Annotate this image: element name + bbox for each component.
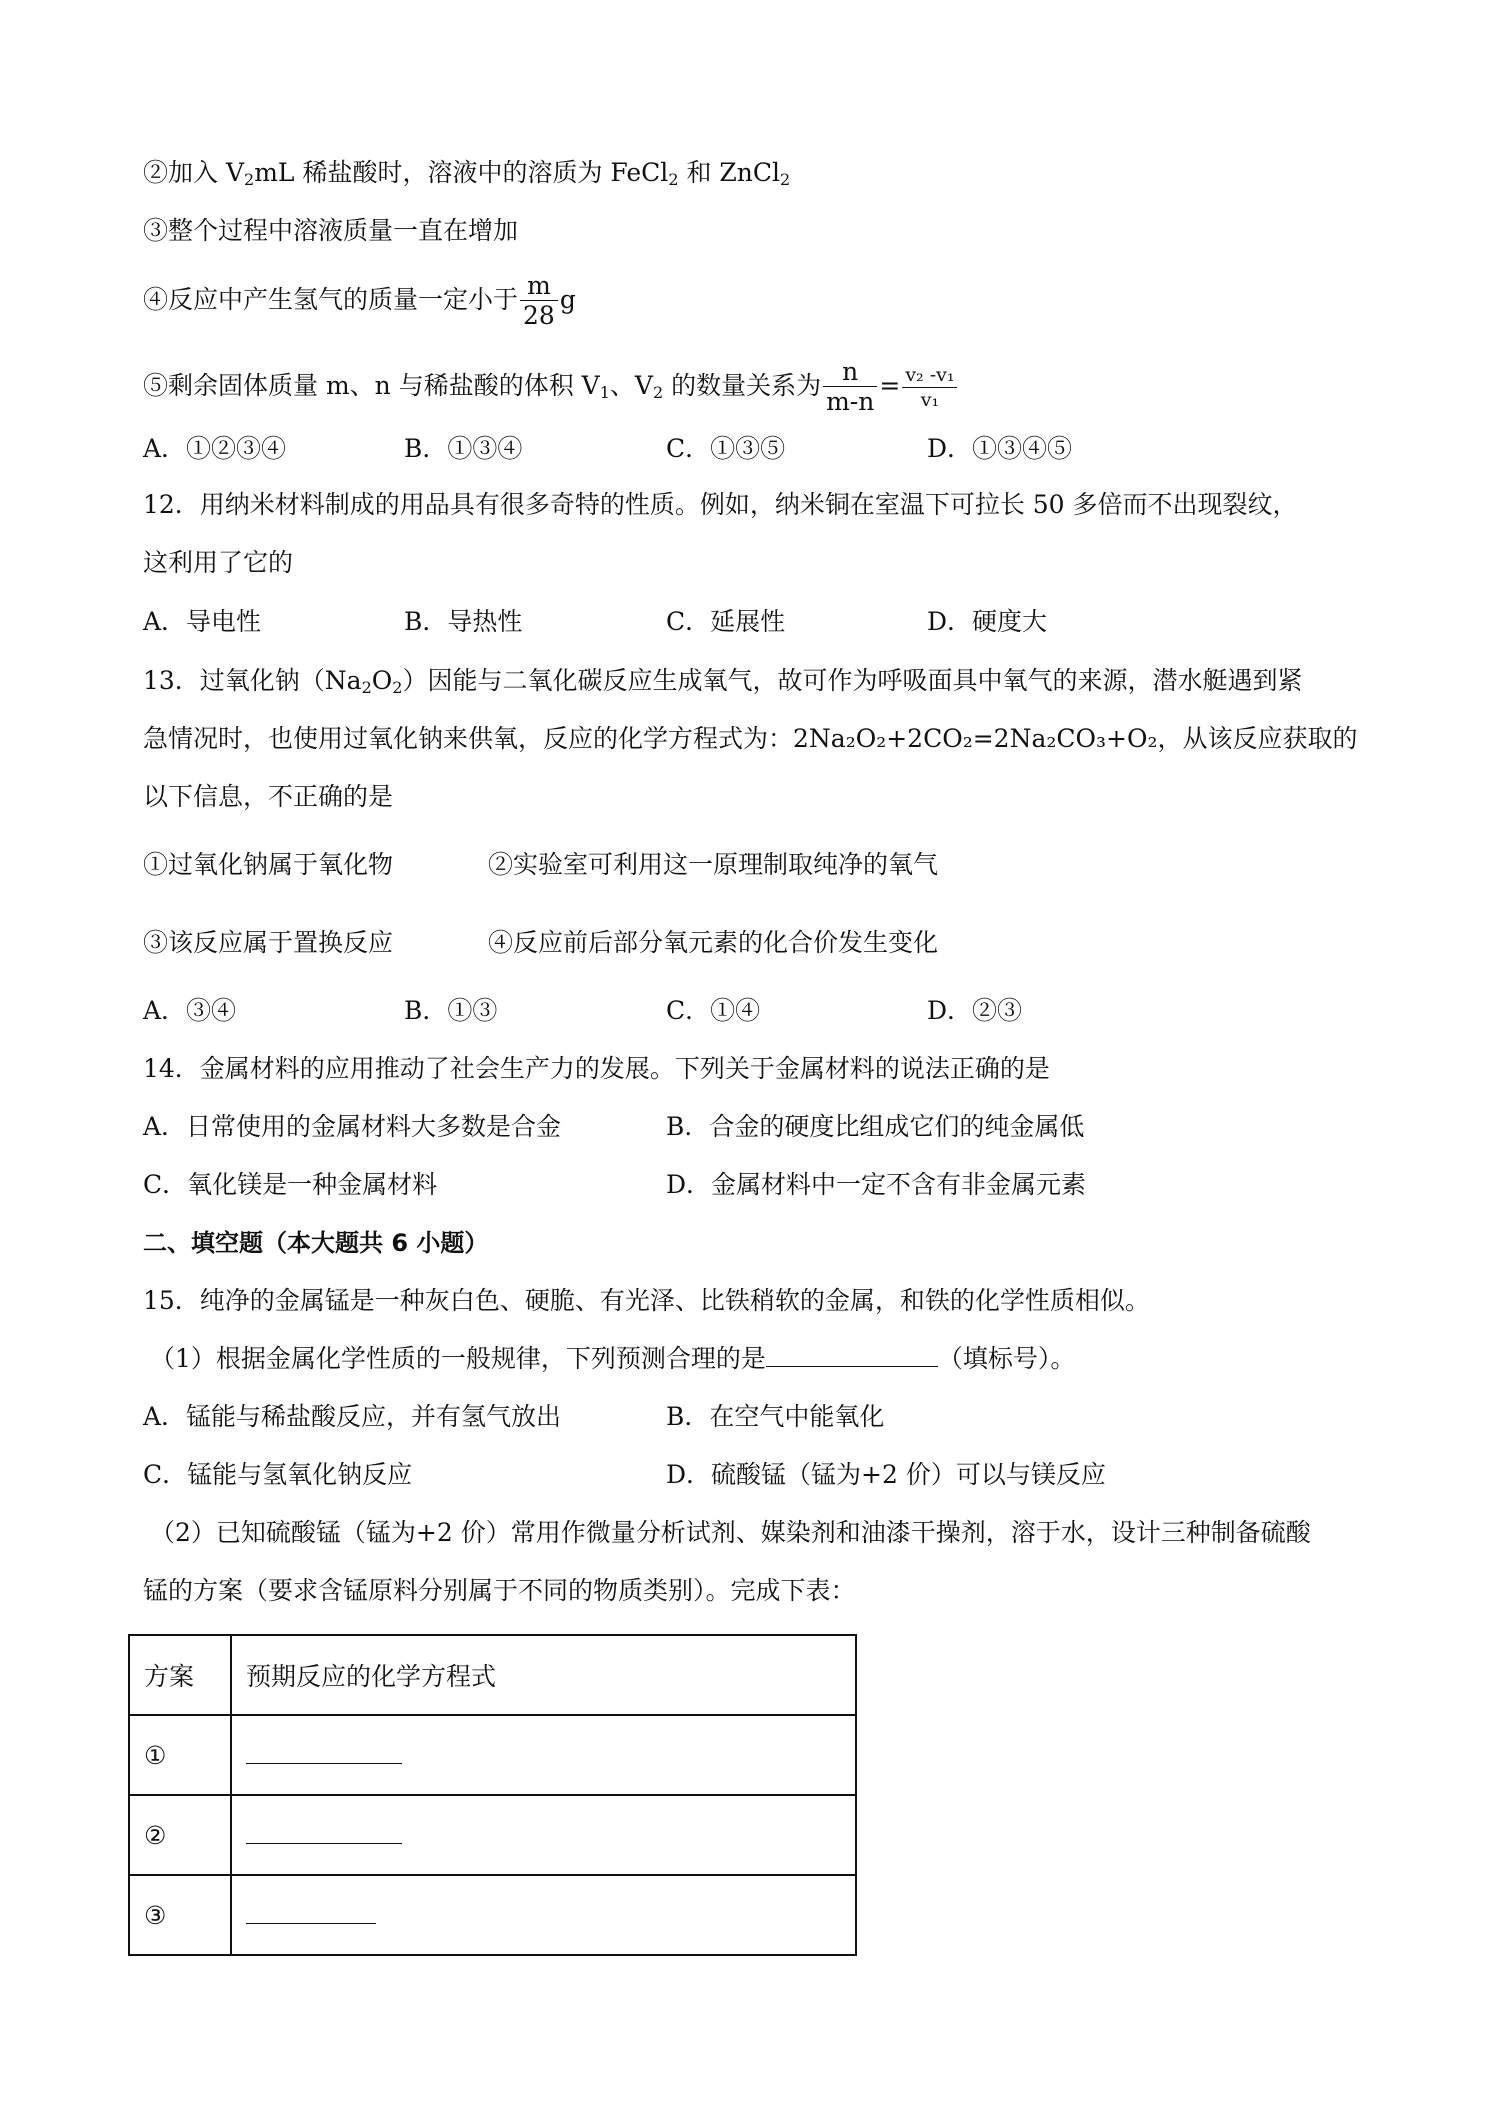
section-heading: 二、填空题（本大题共 6 小题）: [143, 1229, 489, 1257]
table-header-row: [129, 1635, 856, 1715]
q12-option-c: C．延展性: [666, 607, 786, 636]
plan-table: [128, 1634, 857, 1956]
q13-option-c: C．①④: [666, 996, 761, 1025]
row-label: ①: [129, 1715, 231, 1795]
q14-option-d: D．金属材料中一定不含有非金属元素: [666, 1170, 1087, 1199]
answer-blank[interactable]: [246, 1821, 402, 1844]
denominator: 28: [523, 301, 555, 330]
table-row: [129, 1715, 856, 1795]
q15-option-c: C．锰能与氢氧化钠反应: [143, 1460, 413, 1489]
q11-statement-5: [143, 358, 959, 417]
unit: g: [559, 285, 576, 314]
q15-option-b: B．在空气中能氧化: [666, 1402, 885, 1431]
text: （1）根据金属化学性质的一般规律，下列预测合理的是: [150, 1344, 766, 1373]
text: mL 稀盐酸时，溶液中的溶质为 FeCl: [254, 158, 669, 187]
q13-statement-3: ③该反应属于置换反应: [143, 928, 394, 957]
fraction: [823, 358, 877, 417]
q11-statement-4: [143, 272, 576, 331]
subscript: 2: [652, 383, 664, 402]
q15-option-a: A．锰能与稀盐酸反应，并有氢气放出: [143, 1402, 562, 1431]
q13-statement-2: ②实验室可利用这一原理制取纯净的氧气: [488, 850, 939, 879]
text: ）因能与二氧化碳反应生成氧气，故可作为呼吸面具中氧气的来源，潜水艇遇到紧: [402, 666, 1303, 695]
q11-option-d: D．①③④⑤: [927, 434, 1073, 463]
row-label: ②: [129, 1795, 231, 1875]
q13-stem-line-2: 急情况时，也使用过氧化钠来供氧，反应的化学方程式为：2Na₂O₂+2CO₂=2Na₂CO₃+O₂，从该反应获取的: [143, 724, 1358, 753]
q12-option-a: A．导电性: [143, 607, 262, 636]
subscript: 2: [361, 678, 372, 697]
equation-cell: [231, 1715, 856, 1795]
q14-option-c: C．氧化镁是一种金属材料: [143, 1170, 438, 1199]
q13-statement-4: ④反应前后部分氧元素的化合价发生变化: [488, 928, 939, 957]
text: 、V: [609, 371, 653, 400]
equation-cell: [231, 1875, 856, 1955]
q13-option-d: D．②③: [927, 996, 1023, 1025]
q11-option-a: A．①②③④: [143, 434, 287, 463]
q15-part-2-line-1: （2）已知硫酸锰（锰为+2 价）常用作微量分析试剂、媒染剂和油漆干操剂，溶于水，设计三种制备硫酸: [150, 1518, 1311, 1547]
numerator: v₂ -v₁: [902, 363, 957, 388]
q15-stem: 15．纯净的金属锰是一种灰白色、硬脆、有光泽、比铁稍软的金属，和铁的化学性质相似。: [143, 1286, 1150, 1315]
subscript: 2: [780, 170, 791, 189]
numerator: n: [823, 358, 877, 387]
q13-option-b: B．①③: [404, 996, 498, 1025]
equals-sign: =: [879, 371, 901, 400]
table-row: [129, 1875, 856, 1955]
text: 和 ZnCl: [678, 158, 780, 187]
text: （填标号）。: [937, 1344, 1076, 1373]
numerator: m: [520, 272, 558, 301]
answer-blank[interactable]: [246, 1901, 376, 1924]
q13-stem-line-1: [143, 664, 1302, 698]
subscript: 1: [599, 383, 610, 402]
header-cell-plan: 方案: [129, 1635, 231, 1715]
q12-stem-line-2: 这利用了它的: [143, 548, 294, 577]
text: 13．过氧化钠（Na: [143, 666, 362, 695]
text: O: [371, 666, 393, 695]
q13-stem-line-3: 以下信息，不正确的是: [143, 782, 394, 811]
q14-option-b: B．合金的硬度比组成它们的纯金属低: [666, 1112, 1085, 1141]
text: ②加入 V: [143, 158, 245, 187]
q11-statement-3: ③整个过程中溶液质量一直在增加: [143, 216, 519, 245]
text: ④反应中产生氢气的质量一定小于: [143, 285, 519, 314]
q11-option-b: B．①③④: [404, 434, 523, 463]
row-label: ③: [129, 1875, 231, 1955]
denominator: m-n: [826, 387, 875, 416]
equation-cell: [231, 1795, 856, 1875]
q12-option-d: D．硬度大: [927, 607, 1048, 636]
q11-statement-2: [143, 156, 790, 190]
fraction: [902, 363, 957, 412]
q15-option-d: D．硫酸锰（锰为+2 价）可以与镁反应: [666, 1460, 1106, 1489]
answer-blank[interactable]: [766, 1344, 938, 1367]
subscript: 2: [668, 170, 679, 189]
denominator: v₁: [920, 389, 940, 411]
q12-option-b: B．导热性: [404, 607, 523, 636]
text: 的数量关系为: [663, 371, 822, 400]
q11-option-c: C．①③⑤: [666, 434, 786, 463]
header-cell-equation: 预期反应的化学方程式: [231, 1635, 856, 1715]
q14-option-a: A．日常使用的金属材料大多数是合金: [143, 1112, 562, 1141]
subscript: 2: [392, 678, 403, 697]
subscript: 2: [244, 170, 255, 189]
q15-part-2-line-2: 锰的方案（要求含锰原料分别属于不同的物质类别）。完成下表：: [143, 1576, 856, 1605]
q13-option-a: A．③④: [143, 996, 237, 1025]
text: ⑤剩余固体质量 m、n 与稀盐酸的体积 V: [143, 371, 600, 400]
answer-blank[interactable]: [246, 1741, 402, 1764]
q14-stem: 14．金属材料的应用推动了社会生产力的发展。下列关于金属材料的说法正确的是: [143, 1054, 1050, 1083]
q12-stem-line-1: 12．用纳米材料制成的用品具有很多奇特的性质。例如，纳米铜在室温下可拉长 50 多倍而不出现裂纹，: [143, 490, 1298, 519]
table-row: [129, 1795, 856, 1875]
q13-statement-1: ①过氧化钠属于氧化物: [143, 850, 394, 879]
q15-part-1: [150, 1342, 1075, 1376]
fraction: [520, 272, 558, 331]
